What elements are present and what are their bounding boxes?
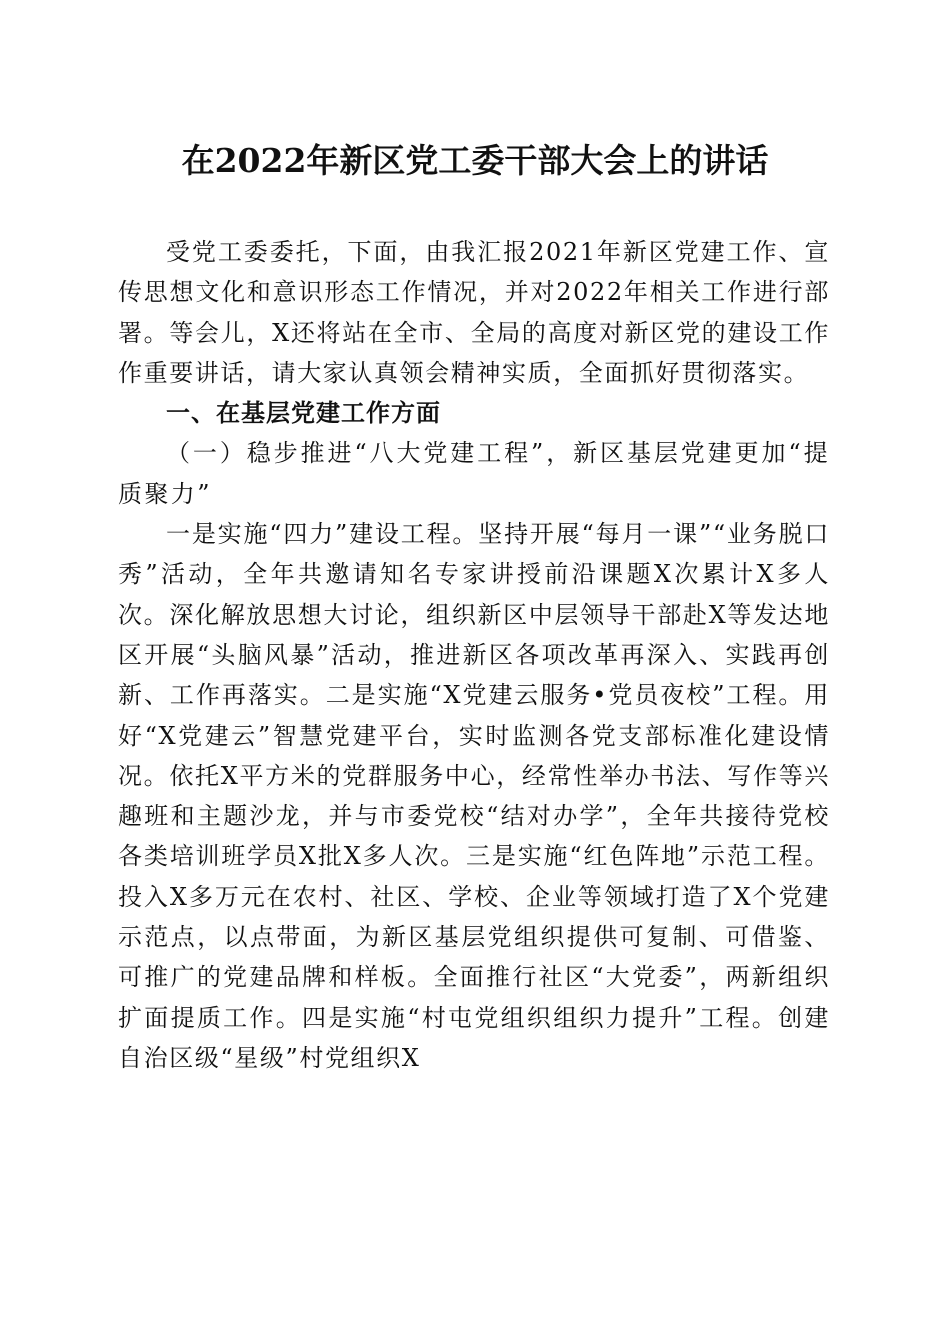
- body-paragraph: 一是实施“四力”建设工程。坚持开展“每月一课”“业务脱口秀”活动，全年共邀请知名专家讲授前沿课题X次累计X多人次。深化解放思想大讨论，组织新区中层领导干部赴X等发达地区开展“头脑风暴”活动，推进新区各项改革再深入、实践再创新、工作再落实。二是实施“X党建云服务•党员夜校”工程。用好“X党建云”智慧党建平台，实时监测各党支部标准化建设情况。依托X平方米的党群服务中心，经常性举办书法、写作等兴趣班和主题沙龙，并与市委党校“结对办学”，全年共接待党校各类培训班学员X批X多人次。三是实施“红色阵地”示范工程。投入X多万元在农村、社区、学校、企业等领域打造了X个党建示范点，以点带面，为新区基层党组织提供可复制、可借鉴、可推广的党建品牌和样板。全面推行社区“大党委”，两新组织扩面提质工作。四是实施“村屯党组织组织力提升”工程。创建自治区级“星级”村党组织X: [118, 520, 830, 1072]
- subsection-heading: （一）稳步推进“八大党建工程”，新区基层党建更加“提质聚力”: [118, 439, 830, 508]
- intro-paragraph: 受党工委委托，下面，由我汇报2021年新区党建工作、宣传思想文化和意识形态工作情况，并对2022年相关工作进行部署。等会儿，X还将站在全市、全局的高度对新区党的建设工作作重要讲话，请大家认真领会精神实质，全面抓好贯彻落实。: [118, 238, 830, 387]
- section-heading: 一、在基层党建工作方面: [166, 399, 441, 428]
- document-title: 在2022年新区党工委干部大会上的讲话: [181, 141, 769, 180]
- document-body: [118, 232, 830, 1078]
